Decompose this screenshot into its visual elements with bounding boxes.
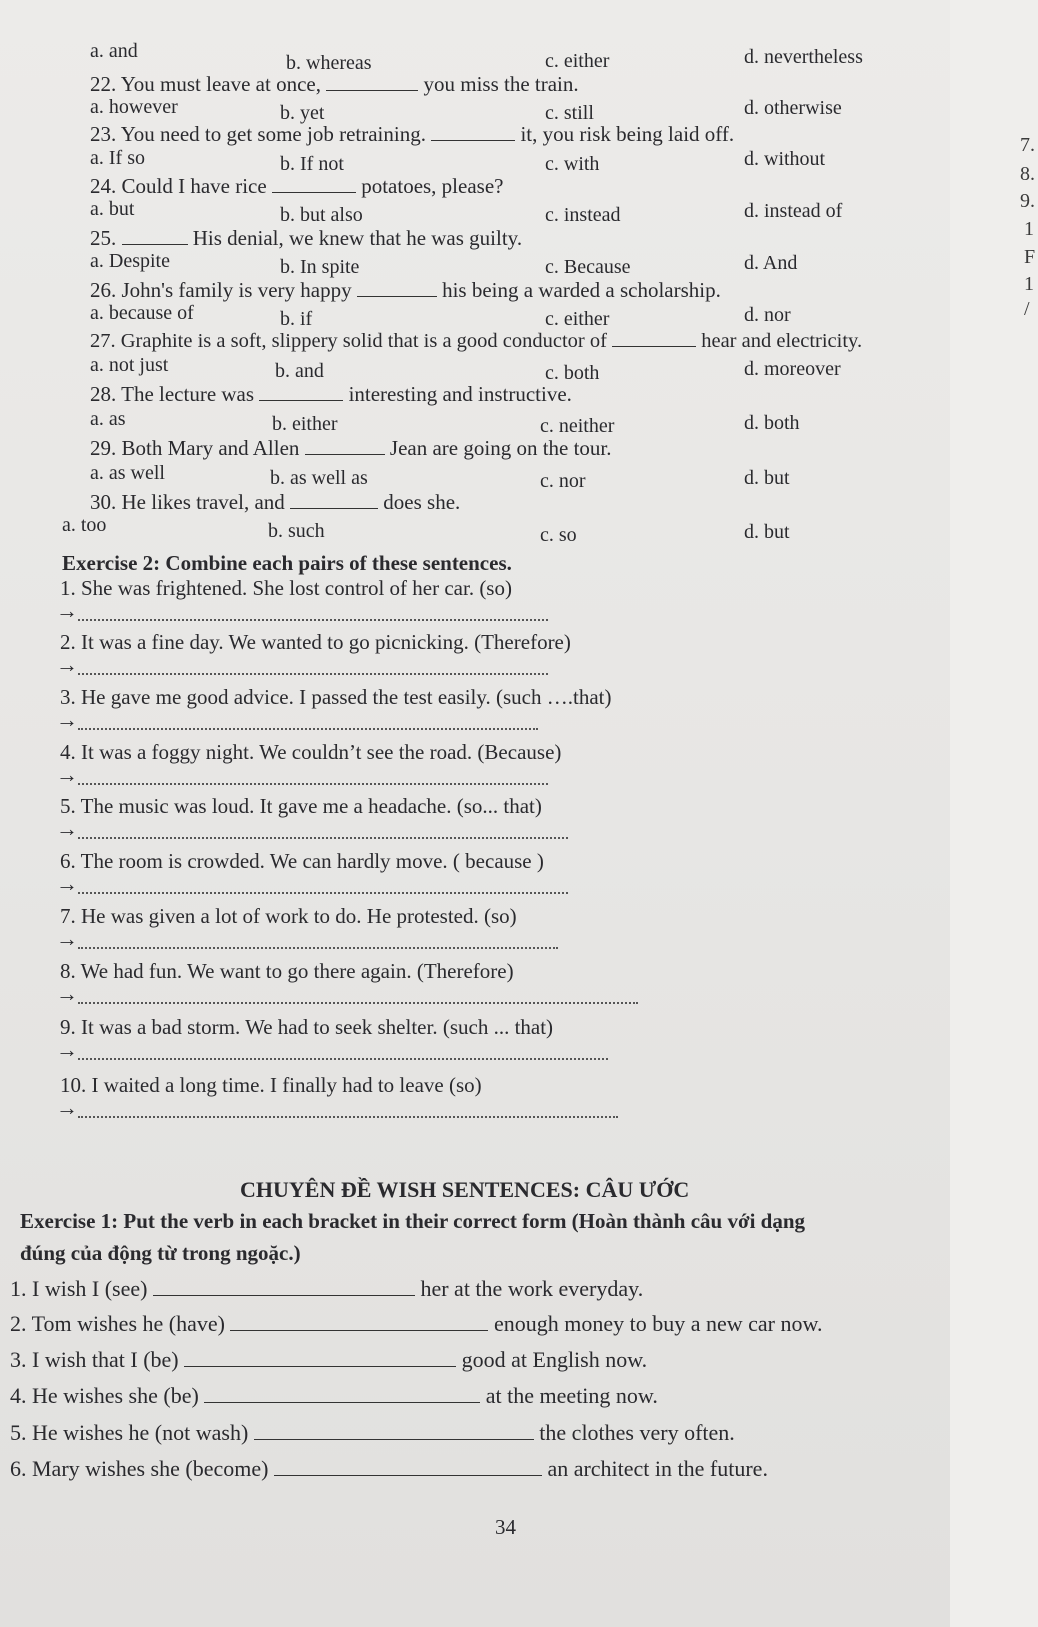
question-24: 24. Could I have rice potatoes, please? bbox=[90, 174, 504, 198]
arrow-icon: → bbox=[56, 1037, 78, 1062]
answer-blank[interactable] bbox=[326, 89, 418, 91]
q21-option-b: b. whereas bbox=[286, 52, 372, 74]
q25-option-d: d. And bbox=[744, 252, 798, 274]
q21-option-a: a. and bbox=[90, 40, 138, 62]
answer-blank[interactable] bbox=[204, 1401, 480, 1403]
q28-option-d: d. both bbox=[744, 412, 800, 434]
q22-option-d: d. otherwise bbox=[744, 97, 842, 119]
q30-option-d: d. but bbox=[744, 521, 790, 543]
margin-fragment: 9. bbox=[1020, 190, 1035, 212]
answer-blank[interactable] bbox=[122, 243, 188, 245]
answer-blank[interactable] bbox=[305, 453, 385, 455]
question-30: 30. He likes travel, and does she. bbox=[90, 490, 461, 514]
q27-option-b: b. and bbox=[275, 360, 324, 382]
arrow-icon: → bbox=[56, 652, 78, 677]
arrow-icon: → bbox=[56, 871, 78, 896]
margin-fragment: 1 bbox=[1024, 273, 1034, 295]
q23-option-c: c. with bbox=[545, 153, 600, 175]
q28-option-a: a. as bbox=[90, 408, 126, 430]
answer-blank[interactable] bbox=[290, 507, 378, 509]
q30-option-a: a. too bbox=[62, 514, 107, 536]
wish-item: 5. He wishes he (not wash) the clothes very often. bbox=[10, 1420, 735, 1445]
exercise-2-sentence: 1. She was frightened. She lost control of her car. (so) bbox=[60, 576, 512, 600]
q23-option-b: b. If not bbox=[280, 153, 344, 175]
answer-blank[interactable] bbox=[272, 191, 356, 193]
q24-option-d: d. instead of bbox=[744, 200, 843, 222]
arrow-icon: → bbox=[56, 1095, 78, 1120]
answer-blank[interactable] bbox=[431, 139, 515, 141]
exercise-2-sentence: 2. It was a fine day. We wanted to go picnicking. (Therefore) bbox=[60, 630, 571, 654]
q21-option-c: c. either bbox=[545, 50, 610, 72]
arrow-icon: → bbox=[56, 762, 78, 787]
wish-item: 2. Tom wishes he (have) enough money to buy a new car now. bbox=[10, 1311, 823, 1336]
q30-option-c: c. so bbox=[540, 524, 577, 546]
q26-option-b: b. if bbox=[280, 308, 313, 330]
question-28: 28. The lecture was interesting and instructive. bbox=[90, 382, 572, 406]
q29-option-a: a. as well bbox=[90, 462, 165, 484]
section-heading: CHUYÊN ĐỀ WISH SENTENCES: CÂU ƯỚC bbox=[240, 1177, 690, 1202]
question-23: 23. You need to get some job retraining. it, you risk being laid off. bbox=[90, 122, 735, 146]
exercise-1-instruction-line2: đúng của động từ trong ngoặc.) bbox=[20, 1241, 301, 1265]
next-page-edge bbox=[950, 0, 1038, 1627]
question-27: 27. Graphite is a soft, slippery solid that is a good conductor of hear and electricity. bbox=[90, 330, 863, 352]
answer-line[interactable] bbox=[78, 947, 558, 949]
exercise-2-sentence: 7. He was given a lot of work to do. He protested. (so) bbox=[60, 904, 517, 928]
answer-line[interactable] bbox=[78, 728, 538, 730]
answer-line[interactable] bbox=[78, 892, 568, 894]
q22-option-c: c. still bbox=[545, 102, 594, 124]
exercise-2-sentence: 3. He gave me good advice. I passed the test easily. (such ….that) bbox=[60, 685, 612, 709]
page-number: 34 bbox=[495, 1515, 516, 1539]
q28-option-b: b. either bbox=[272, 413, 338, 435]
exercise-1-instruction-line1: Exercise 1: Put the verb in each bracket in their correct form (Hoàn thành câu với dạng bbox=[20, 1209, 806, 1233]
exercise-2-sentence: 9. It was a bad storm. We had to seek shelter. (such ... that) bbox=[60, 1015, 554, 1039]
margin-fragment: / bbox=[1024, 298, 1030, 320]
q30-option-b: b. such bbox=[268, 520, 325, 542]
wish-item: 1. I wish I (see) her at the work everyday. bbox=[10, 1276, 644, 1301]
q27-option-d: d. moreover bbox=[744, 358, 841, 380]
exercise-2-title: Exercise 2: Combine each pairs of these sentences. bbox=[62, 551, 512, 575]
q29-option-d: d. but bbox=[744, 467, 790, 489]
q29-option-b: b. as well as bbox=[270, 467, 368, 489]
answer-line[interactable] bbox=[78, 783, 548, 785]
q26-option-a: a. because of bbox=[90, 302, 194, 324]
answer-line[interactable] bbox=[78, 1058, 608, 1060]
margin-fragment: 8. bbox=[1020, 163, 1035, 185]
answer-blank[interactable] bbox=[259, 399, 343, 401]
answer-line[interactable] bbox=[78, 619, 548, 621]
q25-option-b: b. In spite bbox=[280, 256, 360, 278]
q28-option-c: c. neither bbox=[540, 415, 615, 437]
exercise-2-sentence: 8. We had fun. We want to go there again. (Therefore) bbox=[60, 959, 514, 983]
exercise-2-sentence: 4. It was a foggy night. We couldn’t see the road. (Because) bbox=[60, 740, 562, 764]
q25-option-a: a. Despite bbox=[90, 250, 170, 272]
answer-blank[interactable] bbox=[230, 1329, 488, 1331]
q21-option-d: d. nevertheless bbox=[744, 46, 863, 68]
arrow-icon: → bbox=[56, 707, 78, 732]
answer-blank[interactable] bbox=[254, 1438, 534, 1440]
q22-option-a: a. however bbox=[90, 96, 178, 118]
margin-fragment: 7. bbox=[1020, 134, 1035, 156]
answer-line[interactable] bbox=[78, 1002, 638, 1004]
question-26: 26. John's family is very happy his being a warded a scholarship. bbox=[90, 278, 721, 302]
q23-option-a: a. If so bbox=[90, 147, 145, 169]
question-25: 25. His denial, we knew that he was guilty. bbox=[90, 226, 523, 250]
exercise-2-sentence: 10. I waited a long time. I finally had to leave (so) bbox=[60, 1073, 482, 1097]
answer-blank[interactable] bbox=[357, 295, 437, 297]
q27-option-c: c. both bbox=[545, 362, 600, 384]
q24-option-b: b. but also bbox=[280, 204, 363, 226]
arrow-icon: → bbox=[56, 981, 78, 1006]
question-22: 22. You must leave at once, you miss the train. bbox=[90, 72, 579, 96]
q23-option-d: d. without bbox=[744, 148, 826, 170]
q24-option-c: c. instead bbox=[545, 204, 621, 226]
margin-fragment: 1 bbox=[1024, 218, 1034, 240]
q27-option-a: a. not just bbox=[90, 354, 169, 376]
arrow-icon: → bbox=[56, 926, 78, 951]
answer-blank[interactable] bbox=[184, 1365, 456, 1367]
question-29: 29. Both Mary and Allen Jean are going on the tour. bbox=[90, 436, 612, 460]
answer-blank[interactable] bbox=[153, 1294, 415, 1296]
wish-item: 6. Mary wishes she (become) an architect in the future. bbox=[10, 1456, 768, 1481]
q22-option-b: b. yet bbox=[280, 102, 325, 124]
exercise-2-sentence: 5. The music was loud. It gave me a headache. (so... that) bbox=[60, 794, 542, 818]
answer-line[interactable] bbox=[78, 837, 568, 839]
arrow-icon: → bbox=[56, 598, 78, 623]
exercise-2-sentence: 6. The room is crowded. We can hardly move. ( because ) bbox=[60, 849, 544, 873]
answer-line[interactable] bbox=[78, 1116, 618, 1118]
wish-item: 3. I wish that I (be) good at English now. bbox=[10, 1347, 648, 1372]
margin-fragment: F bbox=[1024, 246, 1036, 268]
q26-option-d: d. nor bbox=[744, 304, 791, 326]
answer-blank[interactable] bbox=[612, 345, 696, 347]
answer-blank[interactable] bbox=[274, 1474, 542, 1476]
answer-line[interactable] bbox=[78, 673, 548, 675]
q25-option-c: c. Because bbox=[545, 256, 631, 278]
arrow-icon: → bbox=[56, 816, 78, 841]
q26-option-c: c. either bbox=[545, 308, 610, 330]
q29-option-c: c. nor bbox=[540, 470, 586, 492]
q24-option-a: a. but bbox=[90, 198, 135, 220]
wish-item: 4. He wishes she (be) at the meeting now. bbox=[10, 1383, 658, 1408]
